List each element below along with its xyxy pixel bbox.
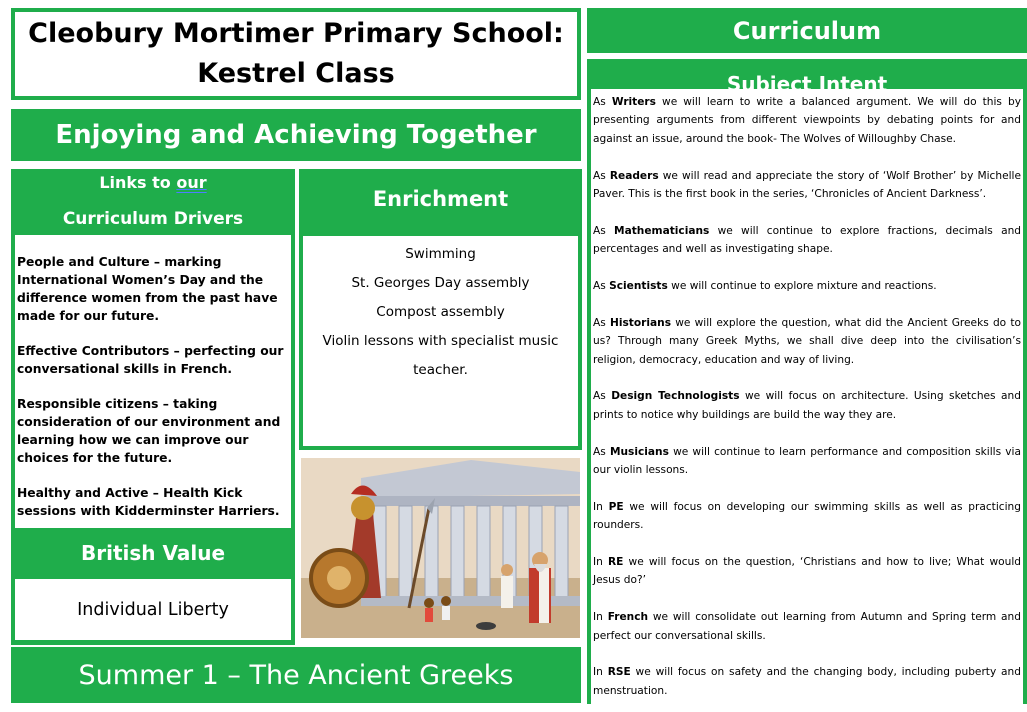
british-value-heading: British Value	[80, 541, 226, 565]
intent-subject: Writers	[611, 96, 656, 108]
british-value-text: Individual Liberty	[15, 579, 291, 640]
driver-item: Healthy and Active – Health Kick sessions with Kidderminster Harriers.	[17, 486, 280, 518]
intent-pre: As	[593, 169, 610, 182]
intent-subject: PE	[608, 500, 624, 513]
intent-paragraph	[593, 222, 1021, 259]
curriculum-heading: Curriculum	[587, 8, 1027, 53]
british-value-panel	[11, 531, 295, 645]
intent-pre: As	[593, 445, 610, 458]
driver-item: Responsible citizens – taking consideration of our environment and learning how we can improve our choices for the future.	[17, 397, 281, 465]
intent-subject: Musicians	[609, 445, 669, 458]
motto-banner: Enjoying and Achieving Together	[11, 109, 581, 161]
intent-subject: French	[607, 611, 649, 624]
intent-text: we will focus on the question, ‘Christians and how to live; What would Jesus do?’	[593, 556, 1021, 587]
subject-intent-list	[591, 89, 1023, 704]
intent-paragraph	[593, 167, 1021, 204]
intent-pre: In	[593, 611, 608, 624]
driver-item: Effective Contributors – perfecting our conversational skills in French.	[17, 344, 284, 376]
intent-text: we will learn to write a balanced argument. We will do this by presenting arguments from different viewpoints by debating points for and against an issue, around the book- The Wolves of Willoughby Chase.	[593, 96, 1021, 145]
ancient-greece-illustration	[301, 458, 580, 638]
intent-text: we will continue to explore mixture and reactions.	[667, 280, 937, 293]
enrichment-item: teacher.	[413, 362, 468, 378]
title-box	[11, 8, 581, 100]
intent-pre: As	[593, 280, 610, 293]
intent-paragraph	[593, 553, 1021, 590]
intent-paragraph	[593, 277, 1021, 295]
intent-text: we will focus on developing our swimming skills as well as practicing rounders.	[593, 500, 1021, 532]
intent-pre: In	[593, 500, 609, 513]
intent-pre: In	[593, 556, 608, 569]
intent-subject: Design Technologists	[611, 390, 740, 403]
driver-item: People and Culture – marking International Women’s Day and the difference women from the past have made for our future.	[17, 255, 278, 323]
enrichment-panel	[299, 169, 582, 450]
title-line-2: Kestrel Class	[197, 58, 395, 89]
intent-text: we will consolidate out learning from Autumn and Spring term and perfect our conversational skills.	[593, 611, 1021, 642]
drivers-heading-line2: Curriculum Drivers	[62, 209, 244, 229]
enrichment-item: Swimming	[405, 246, 476, 262]
intent-text: we will explore the question, what did the Ancient Greeks do to us? Through many Greek Myths, we shall dive deep into the civilisation’s religion, democracy, education and way of living.	[593, 316, 1022, 366]
intent-paragraph	[593, 443, 1021, 480]
intent-subject: Scientists	[609, 280, 668, 293]
intent-subject: Mathematicians	[614, 224, 710, 237]
intent-text: we will focus on architecture. Using sketches and prints to notice why buildings are build the way they are.	[593, 390, 1021, 421]
intent-text: we will focus on safety and the changing body, including puberty and menstruation.	[593, 666, 1021, 697]
intent-paragraph	[593, 608, 1021, 645]
intent-paragraph	[593, 93, 1021, 148]
intent-paragraph	[593, 498, 1021, 535]
enrichment-item: St. Georges Day assembly	[351, 275, 530, 291]
term-banner: Summer 1 – The Ancient Greeks	[11, 647, 581, 703]
intent-subject: RE	[607, 556, 624, 569]
intent-text: we will read and appreciate the story of ‘Wolf Brother’ by Michelle Paver. This is the first book in the series, ‘Chronicles of Ancient Darkness’.	[593, 169, 1021, 201]
enrichment-list	[303, 236, 578, 446]
intent-pre: As	[593, 96, 612, 108]
intent-subject: RSE	[607, 666, 631, 679]
enrichment-item: Violin lessons with specialist music	[322, 333, 559, 349]
greek-temple-image	[301, 458, 580, 638]
enrichment-heading: Enrichment	[372, 187, 509, 211]
subject-intent-heading: Subject Intent	[726, 72, 888, 96]
drivers-list	[15, 235, 291, 528]
enrichment-item: Compost assembly	[376, 304, 505, 320]
drivers-heading-underlined: our	[176, 173, 207, 192]
intent-pre: As	[593, 316, 610, 329]
intent-paragraph	[593, 663, 1021, 700]
page-title	[28, 14, 564, 94]
drivers-heading-prefix: Links to	[99, 173, 177, 192]
intent-text: we will continue to explore fractions, decimals and percentages and well as investigating shape.	[593, 224, 1022, 256]
intent-paragraph	[593, 314, 1021, 369]
intent-text: we will continue to learn performance and composition skills via our violin lessons.	[593, 445, 1021, 477]
intent-pre: As	[593, 390, 612, 403]
title-line-1: Cleobury Mortimer Primary School:	[28, 18, 564, 49]
curriculum-drivers-panel	[11, 169, 295, 531]
drivers-heading	[11, 173, 295, 192]
intent-pre: As	[593, 224, 615, 237]
subject-intent-panel	[587, 59, 1027, 704]
intent-pre: In	[593, 666, 608, 679]
intent-subject: Historians	[610, 316, 671, 329]
intent-subject: Readers	[609, 169, 659, 182]
intent-paragraph	[593, 387, 1021, 424]
